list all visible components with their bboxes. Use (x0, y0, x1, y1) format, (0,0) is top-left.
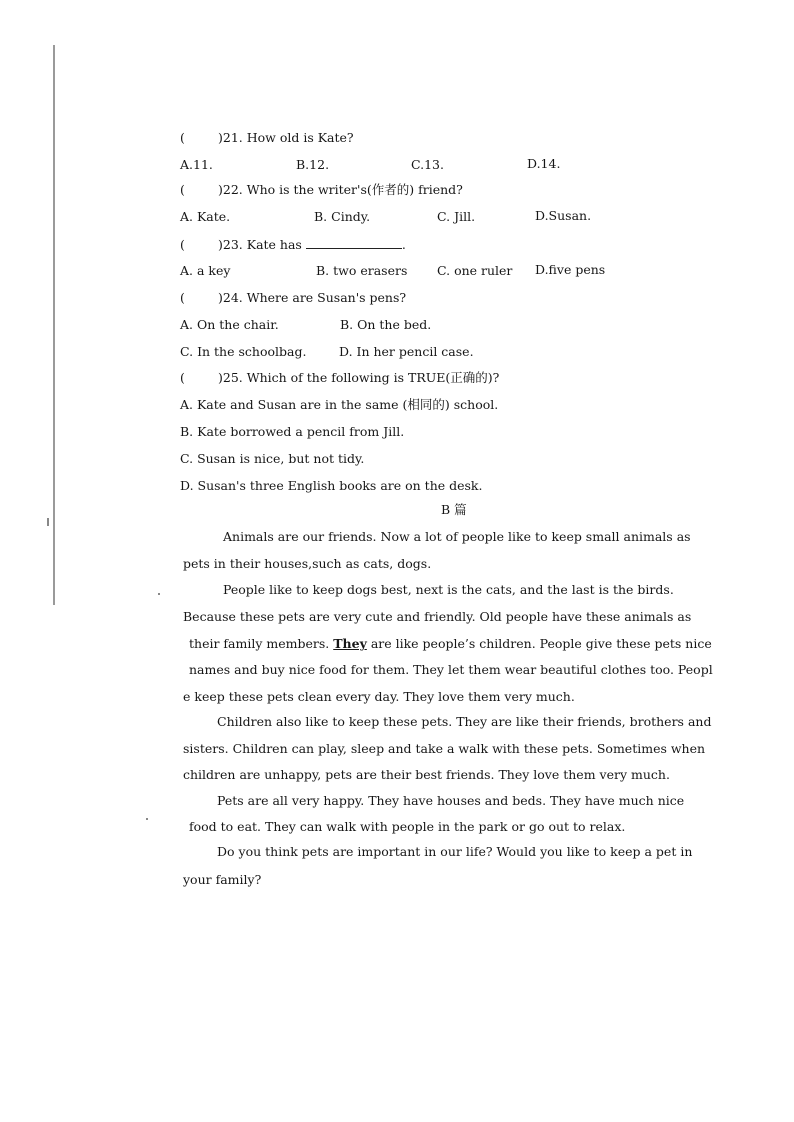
scan-speck (47, 518, 49, 526)
option-c: C. Susan is nice, but not tidy. (180, 451, 365, 466)
question-stem: )22. Who is the writer's(作者的) friend? (218, 182, 463, 197)
question-stem: )24. Where are Susan's pens? (218, 290, 407, 305)
question-23 (180, 236, 406, 253)
option-d: D. Susan's three English books are on the desk. (180, 478, 483, 493)
underlined-word: They (333, 636, 367, 651)
option-a: A. Kate. (180, 209, 231, 224)
question-25 (180, 370, 499, 386)
passage-text: are like people’s children. People give these pets nice (366, 636, 712, 651)
option-a: A. a key (180, 263, 231, 278)
answer-paren: ( (180, 370, 185, 385)
option-a: A. Kate and Susan are in the same (相同的) school. (180, 397, 499, 412)
option-b: B. On the bed. (340, 317, 432, 332)
passage-line: names and buy nice food for them. They let them wear beautiful clothes too. Peopl (189, 662, 713, 677)
option-d: D.five pens (535, 262, 606, 277)
option-d: D. In her pencil case. (339, 344, 474, 359)
passage-line (189, 636, 712, 652)
option-b: B.12. (296, 157, 330, 172)
question-21 (180, 130, 354, 146)
option-c: C. one ruler (437, 263, 513, 278)
question-stem: )25. Which of the following is TRUE(正确的)? (218, 370, 500, 385)
question-stem: )21. How old is Kate? (218, 130, 354, 145)
option-c: C. In the schoolbag. (180, 344, 307, 359)
fill-in-blank (306, 236, 402, 249)
binding-margin-line (53, 45, 55, 605)
passage-line: Because these pets are very cute and friendly. Old people have these animals as (183, 609, 692, 624)
question-24 (180, 290, 406, 306)
scan-speck (146, 818, 148, 820)
option-b: B. two erasers (316, 263, 408, 278)
question-stem: )23. Kate has (218, 237, 306, 252)
option-b: B. Kate borrowed a pencil from Jill. (180, 424, 405, 439)
passage-line: Animals are our friends. Now a lot of people like to keep small animals as (223, 529, 691, 544)
answer-paren: ( (180, 290, 185, 305)
passage-line: food to eat. They can walk with people in the park or go out to relax. (189, 819, 626, 834)
passage-line: your family? (183, 872, 262, 887)
option-a: A. On the chair. (180, 317, 279, 332)
passage-line: children are unhappy, pets are their best friends. They love them very much. (183, 767, 670, 782)
question-stem-end: . (401, 237, 406, 252)
answer-paren: ( (180, 130, 185, 145)
option-d: D.Susan. (535, 208, 592, 223)
passage-line: Children also like to keep these pets. They are like their friends, brothers and (217, 714, 712, 729)
passage-line: e keep these pets clean every day. They love them very much. (183, 689, 575, 704)
passage-line: Do you think pets are important in our life? Would you like to keep a pet in (217, 844, 693, 859)
answer-paren: ( (180, 182, 185, 197)
option-c: C.13. (411, 157, 444, 172)
question-22 (180, 182, 463, 198)
option-a: A.11. (180, 157, 213, 172)
answer-paren: ( (180, 237, 185, 252)
option-c: C. Jill. (437, 209, 476, 224)
option-b: B. Cindy. (314, 209, 371, 224)
scan-speck (158, 593, 160, 595)
passage-text: their family members. (189, 636, 330, 651)
passage-line: Pets are all very happy. They have houses and beds. They have much nice (217, 793, 685, 808)
passage-line: pets in their houses,such as cats, dogs. (183, 556, 432, 571)
section-title: B 篇 (441, 502, 467, 517)
passage-line: sisters. Children can play, sleep and take a walk with these pets. Sometimes when (183, 741, 706, 756)
passage-line: People like to keep dogs best, next is the cats, and the last is the birds. (223, 582, 674, 597)
option-d: D.14. (527, 156, 561, 171)
